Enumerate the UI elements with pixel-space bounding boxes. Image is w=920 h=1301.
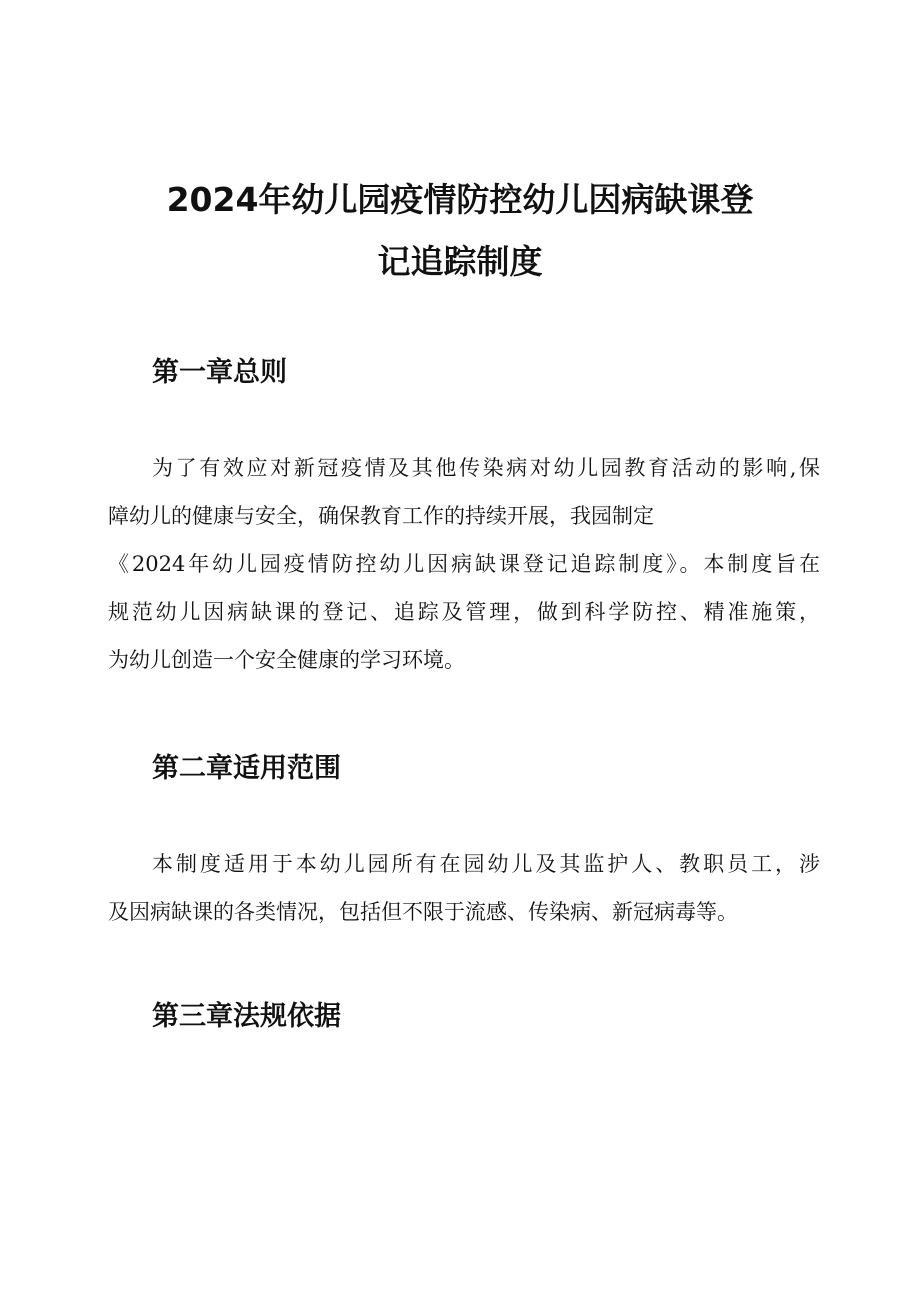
paragraph-line: 及因病缺课的各类情况，包括但不限于流感、传染病、新冠病毒等。 [108, 900, 738, 924]
chapter-3-heading: 第三章法规依据 [152, 1001, 341, 1032]
chapter-1-paragraph [108, 444, 820, 684]
document-title-line-1: 2024年幼儿园疫情防控幼儿因病缺课登 [166, 180, 754, 219]
paragraph-line: 为了有效应对新冠疫情及其他传染病对幼儿园教育活动的影响,保 [152, 456, 820, 480]
chapter-1-heading: 第一章总则 [152, 357, 287, 388]
chapter-2-heading: 第二章适用范围 [152, 753, 341, 784]
chapter-2-paragraph [108, 840, 820, 936]
paragraph-line: 为幼儿创造一个安全健康的学习环境。 [108, 648, 465, 672]
paragraph-line: 《2024年幼儿园疫情防控幼儿因病缺课登记追踪制度》。本制度旨在 [108, 552, 820, 576]
paragraph-line: 规范幼儿因病缺课的登记、追踪及管理，做到科学防控、精准施策， [108, 600, 820, 624]
document-title-line-2: 记追踪制度 [377, 242, 543, 281]
paragraph-line: 本制度适用于本幼儿园所有在园幼儿及其监护人、教职员工，涉 [152, 852, 820, 876]
paragraph-line: 障幼儿的健康与安全，确保教育工作的持续开展，我园制定 [108, 504, 654, 528]
